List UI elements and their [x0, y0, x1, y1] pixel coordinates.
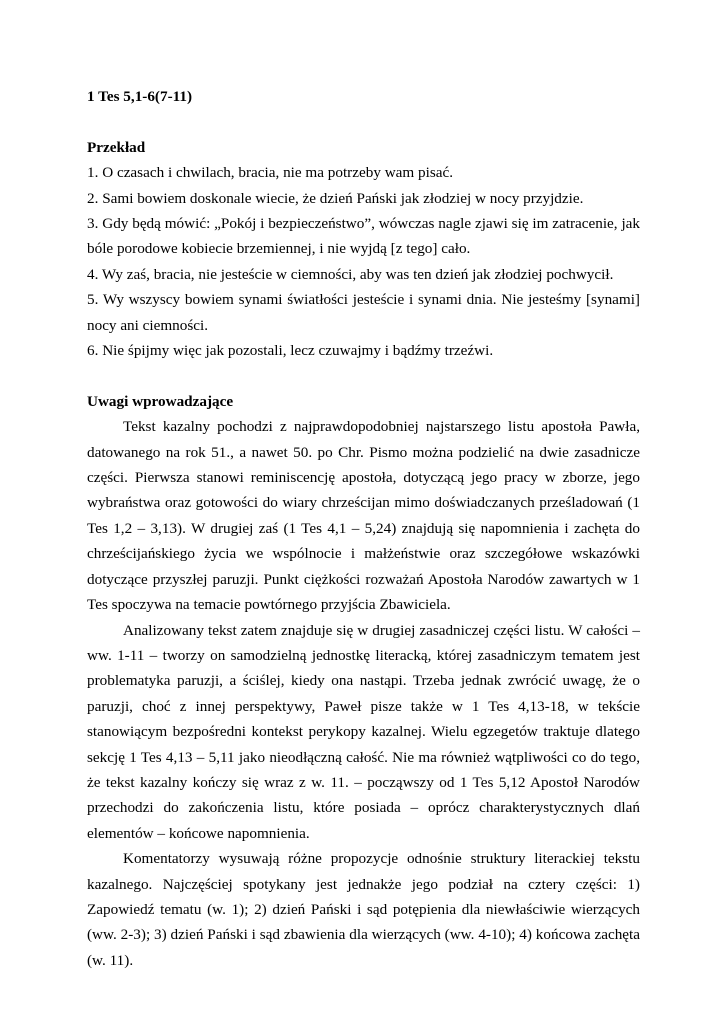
- spacer: [87, 363, 640, 388]
- document-title: 1 Tes 5,1-6(7-11): [87, 88, 193, 105]
- verse-2: 2. Sami bowiem doskonale wiecie, że dzień Pański jak złodziej w nocy przyjdzie.: [87, 189, 584, 207]
- document-page: [87, 84, 640, 973]
- introduction-paragraph-3: Komentatorzy wysuwają różne propozycje odnośnie struktury literackiej tekstu kazalnego. Najczęściej spotykany jest jednakże jego podział na cztery części: 1) Zapowiedź tematu (w. 1); 2) dzień Pański i sąd potępienia dla niewłaściwie wierzących (ww. 2-3); 3) dzień Pański i sąd zbawienia dla wierzących (ww. 4-10); 4) końcowa zachęta (w. 11).: [87, 850, 640, 969]
- verse-1: 1. O czasach i chwilach, bracia, nie ma potrzeby wam pisać.: [87, 164, 454, 182]
- introduction-paragraph-1: Tekst kazalny pochodzi z najprawdopodobniej najstarszego listu apostoła Pawła, datowanego na rok 51., a nawet 50. po Chr. Pismo można podzielić na dwie zasadnicze części. Pierwsza stanowi reminiscencję apostoła, dotyczącą jego pracy w zborze, jego wybraństwa oraz gotowości do wiary chrześcijan mimo doświadczanych prześladowań (1 Tes 1,2 – 3,13). W drugiej zaś (1 Tes 4,1 – 5,24) znajdują się napomnienia i zachęta do chrześcijańskiego życia we wspólnocie i małżeństwie oraz szczegółowe wskazówki dotyczące przyszłej paruzji. Punkt ciężkości rozważań Apostoła Narodów zawartych w 1 Tes spoczywa na temacie powtórnego przyjścia Zbawiciela.: [87, 418, 640, 614]
- verse-3: 3. Gdy będą mówić: „Pokój i bezpieczeństwo”, wówczas nagle zjawi się im zatracenie, jak bóle porodowe kobiecie brzemiennej, i nie wyjdą [z tego] cało.: [87, 215, 640, 258]
- translation-heading: Przekład: [87, 138, 146, 156]
- introduction-paragraph-2: Analizowany tekst zatem znajduje się w drugiej zasadniczej części listu. W całości – ww. 1-11 – tworzy on samodzielną jednostkę literacką, której zasadniczym tematem jest problematyka paruzji, a ściślej, kiedy ona nastąpi. Trzeba jednak zwrócić uwagę, że o paruzji, choć z innej perspektywy, Paweł pisze także w 1 Tes 4,13-18, w tekście stanowiącym bezpośredni kontekst perykopy kazalnej. Wielu egzegetów traktuje dlatego sekcję 1 Tes 4,13 – 5,11 jako nieodłączną całość. Nie ma również wątpliwości co do tego, że tekst kazalny kończy się wraz z w. 11. – począwszy od 1 Tes 5,12 Apostoł Narodów przechodzi do zakończenia listu, które posiada – oprócz charakterystycznych dlań elementów – końcowe napomnienia.: [87, 621, 640, 842]
- spacer: [87, 109, 640, 134]
- verse-5: 5. Wy wszyscy bowiem synami światłości jesteście i synami dnia. Nie jesteśmy [synami] nocy ani ciemności.: [87, 291, 640, 334]
- verse-4: 4. Wy zaś, bracia, nie jesteście w ciemności, aby was ten dzień jak złodziej pochwycił.: [87, 265, 614, 283]
- verse-6: 6. Nie śpijmy więc jak pozostali, lecz czuwajmy i bądźmy trzeźwi.: [87, 342, 494, 360]
- introduction-heading: Uwagi wprowadzające: [87, 392, 234, 410]
